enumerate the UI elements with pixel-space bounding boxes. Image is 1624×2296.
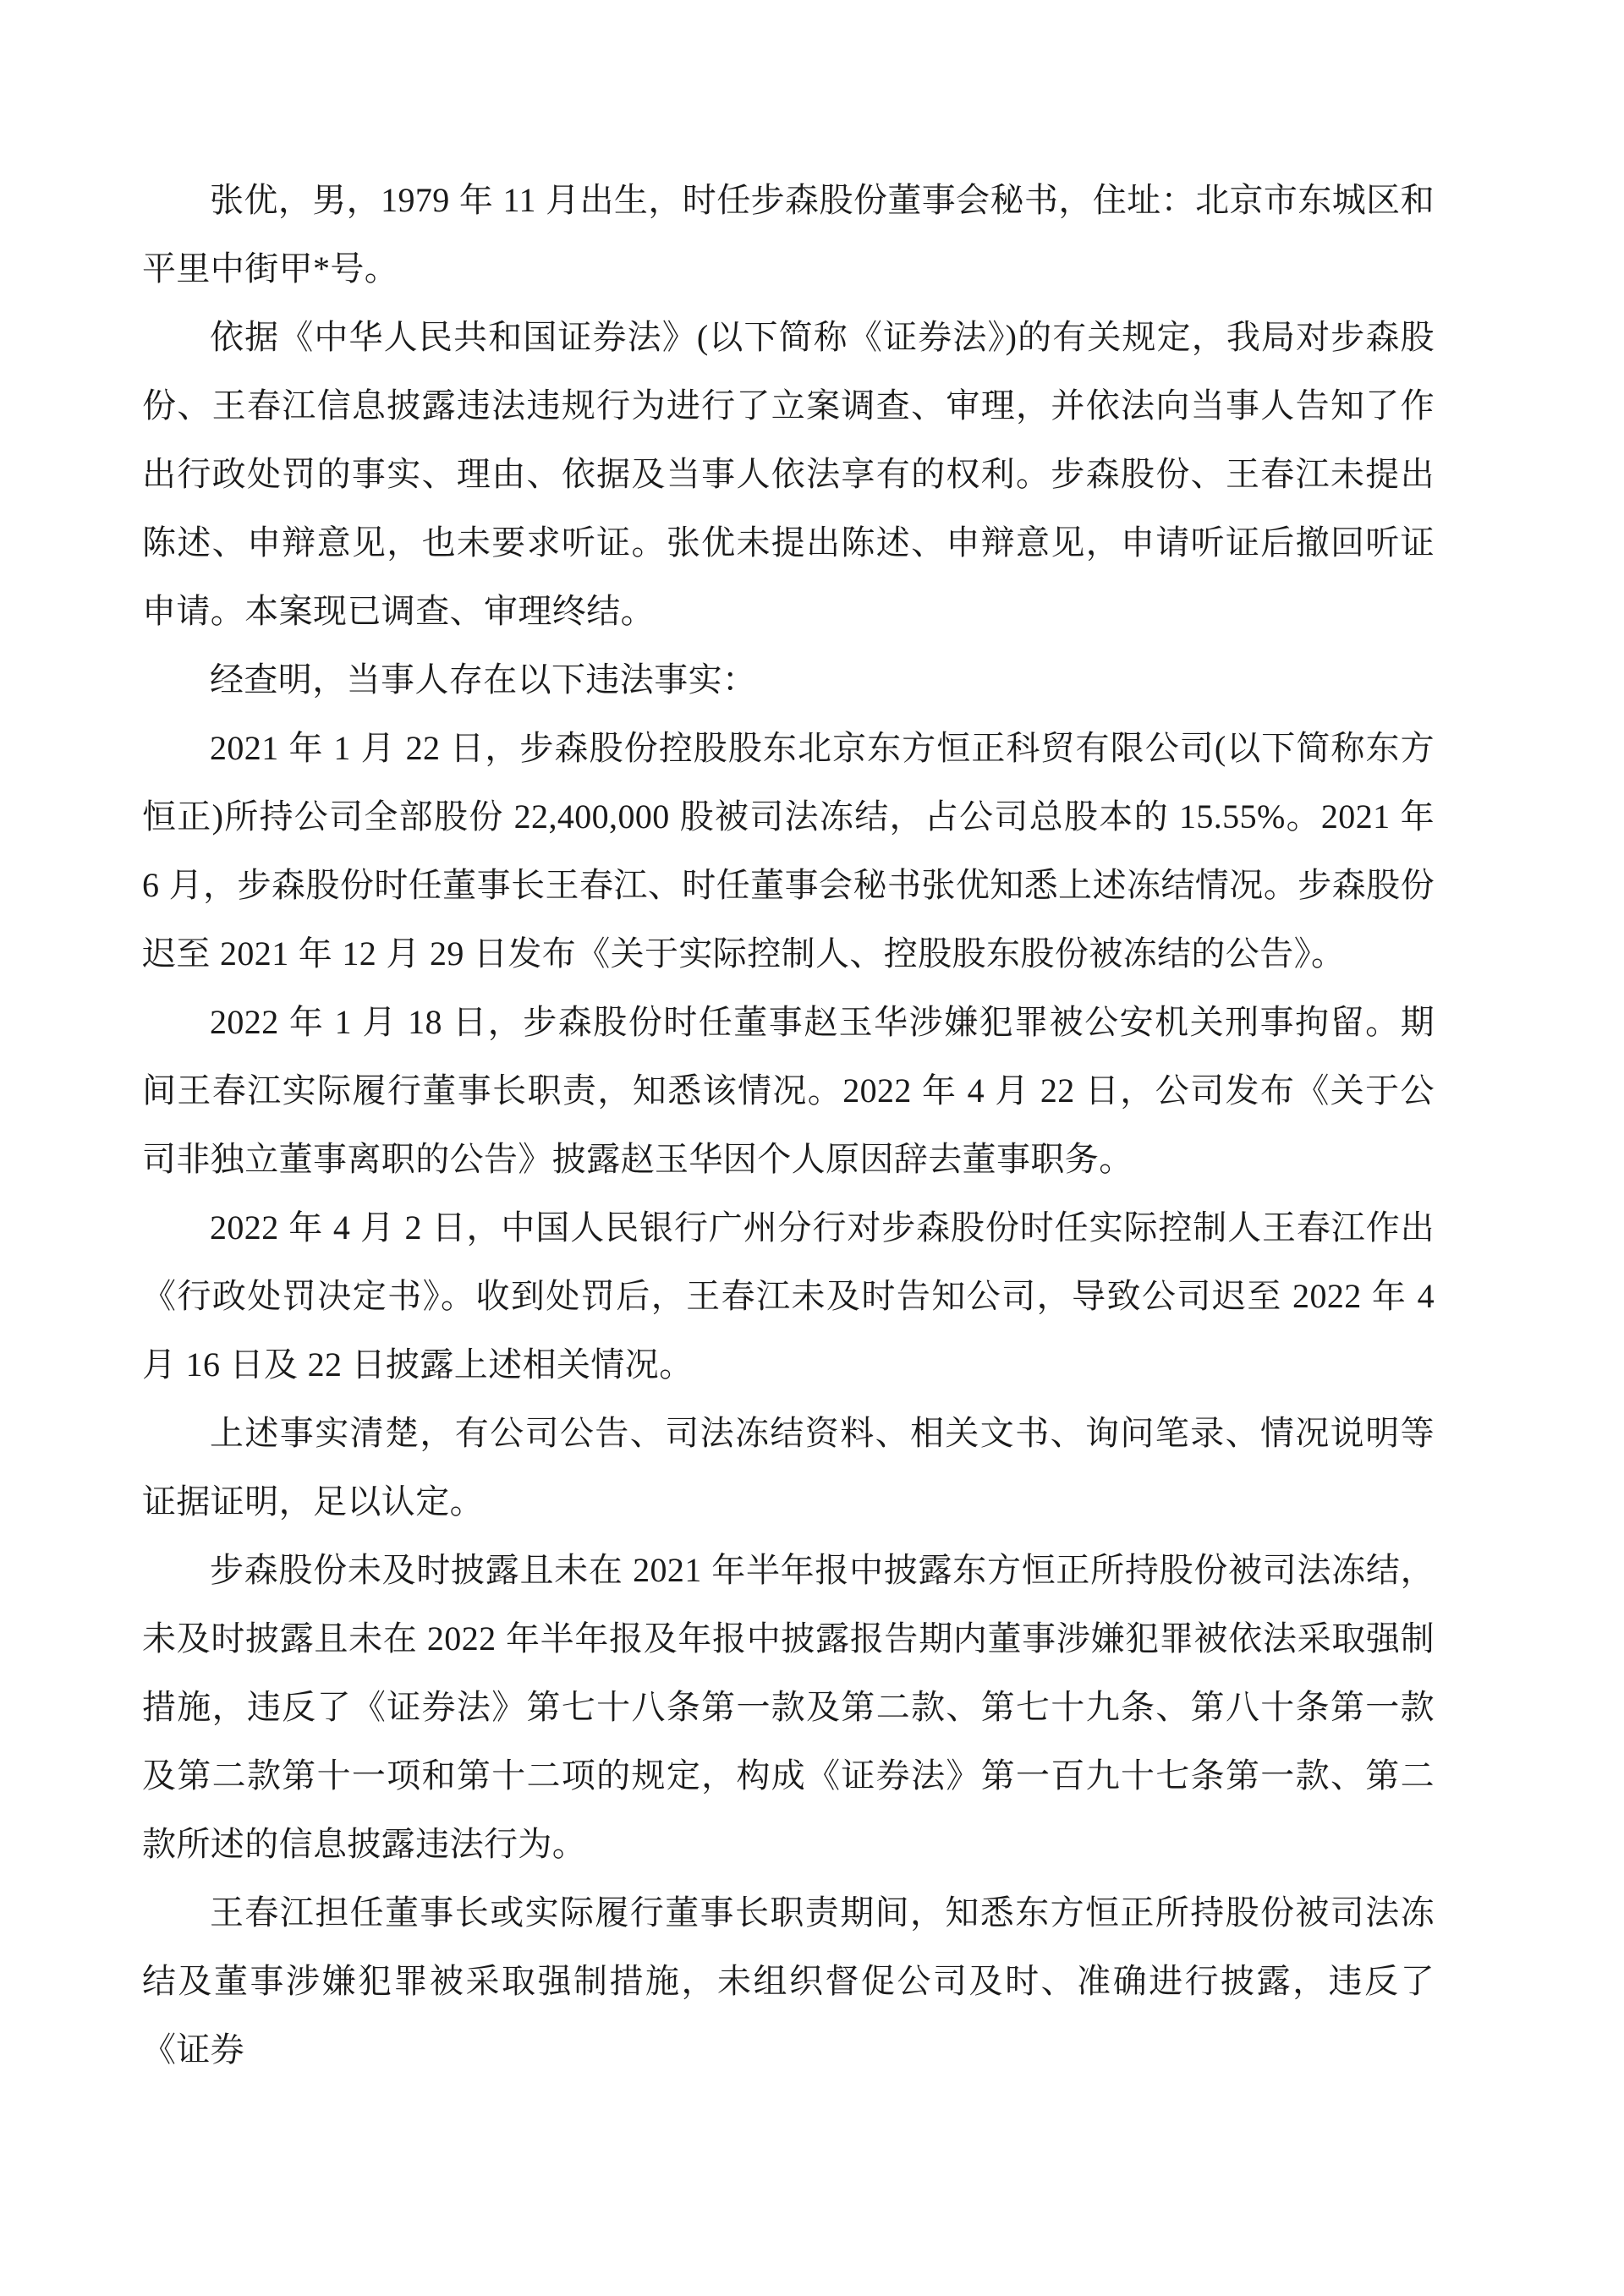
paragraph-party-identification-zhangyou: 张优，男，1979 年 11 月出生，时任步森股份董事会秘书，住址：北京市东城区和平里中街甲*号。 xyxy=(142,181,1435,288)
paragraph-violation-finding-company: 步森股份未及时披露且未在 2021 年半年报中披露东方恒正所持股份被司法冻结，未及时披露且未在 2022 年半年报及年报中披露报告期内董事涉嫌犯罪被依法采取强制措施，违反了《证券法》第七十八条第一款及第二款、第七十九条、第八十条第一款及第二款第十一项和第十二项的规定，构成《证券法》第一百九十七条第一款、第二款所述的信息披露违法行为。 xyxy=(142,1551,1435,1863)
paragraph-evidence-statement: 上述事实清楚，有公司公告、司法冻结资料、相关文书、询问笔录、情况说明等证据证明，足以认定。 xyxy=(142,1414,1435,1521)
document-text-column xyxy=(142,166,1435,2084)
paragraph-fact-director-detention-2022: 2022 年 1 月 18 日，步森股份时任董事赵玉华涉嫌犯罪被公安机关刑事拘留。期间王春江实际履行董事长职责，知悉该情况。2022 年 4 月 22 日，公司发布《关于公司非独立董事离职的公告》披露赵玉华因个人原因辞去董事职务。 xyxy=(142,1003,1435,1178)
paragraph-violation-finding-wangchunjiang: 王春江担任董事长或实际履行董事长职责期间，知悉东方恒正所持股份被司法冻结及董事涉嫌犯罪被采取强制措施，未组织督促公司及时、准确进行披露，违反了《证券 xyxy=(142,1893,1435,2069)
paragraph-findings-lead-in: 经查明，当事人存在以下违法事实： xyxy=(210,660,757,699)
paragraph-procedural-history: 依据《中华人民共和国证券法》(以下简称《证券法》)的有关规定，我局对步森股份、王春江信息披露违法违规行为进行了立案调查、审理，并依法向当事人告知了作出行政处罚的事实、理由、依据及当事人依法享有的权利。步森股份、王春江未提出陈述、申辩意见，也未要求听证。张优未提出陈述、申辩意见，申请听证后撤回听证申请。本案现已调查、审理终结。 xyxy=(142,318,1435,630)
paragraph-fact-share-freeze-2021: 2021 年 1 月 22 日，步森股份控股股东北京东方恒正科贸有限公司(以下简称东方恒正)所持公司全部股份 22,400,000 股被司法冻结，占公司总股本的 15.55%。2021 年 6 月，步森股份时任董事长王春江、时任董事会秘书张优知悉上述冻结情况。步森股份迟至 2021 年 12 月 29 日发布《关于实际控制人、控股股东股份被冻结的公告》。 xyxy=(142,729,1435,973)
paragraph-fact-pboc-penalty-2022: 2022 年 4 月 2 日，中国人民银行广州分行对步森股份时任实际控制人王春江作出《行政处罚决定书》。收到处罚后，王春江未及时告知公司，导致公司迟至 2022 年 4 月 16 日及 22 日披露上述相关情况。 xyxy=(142,1208,1435,1384)
